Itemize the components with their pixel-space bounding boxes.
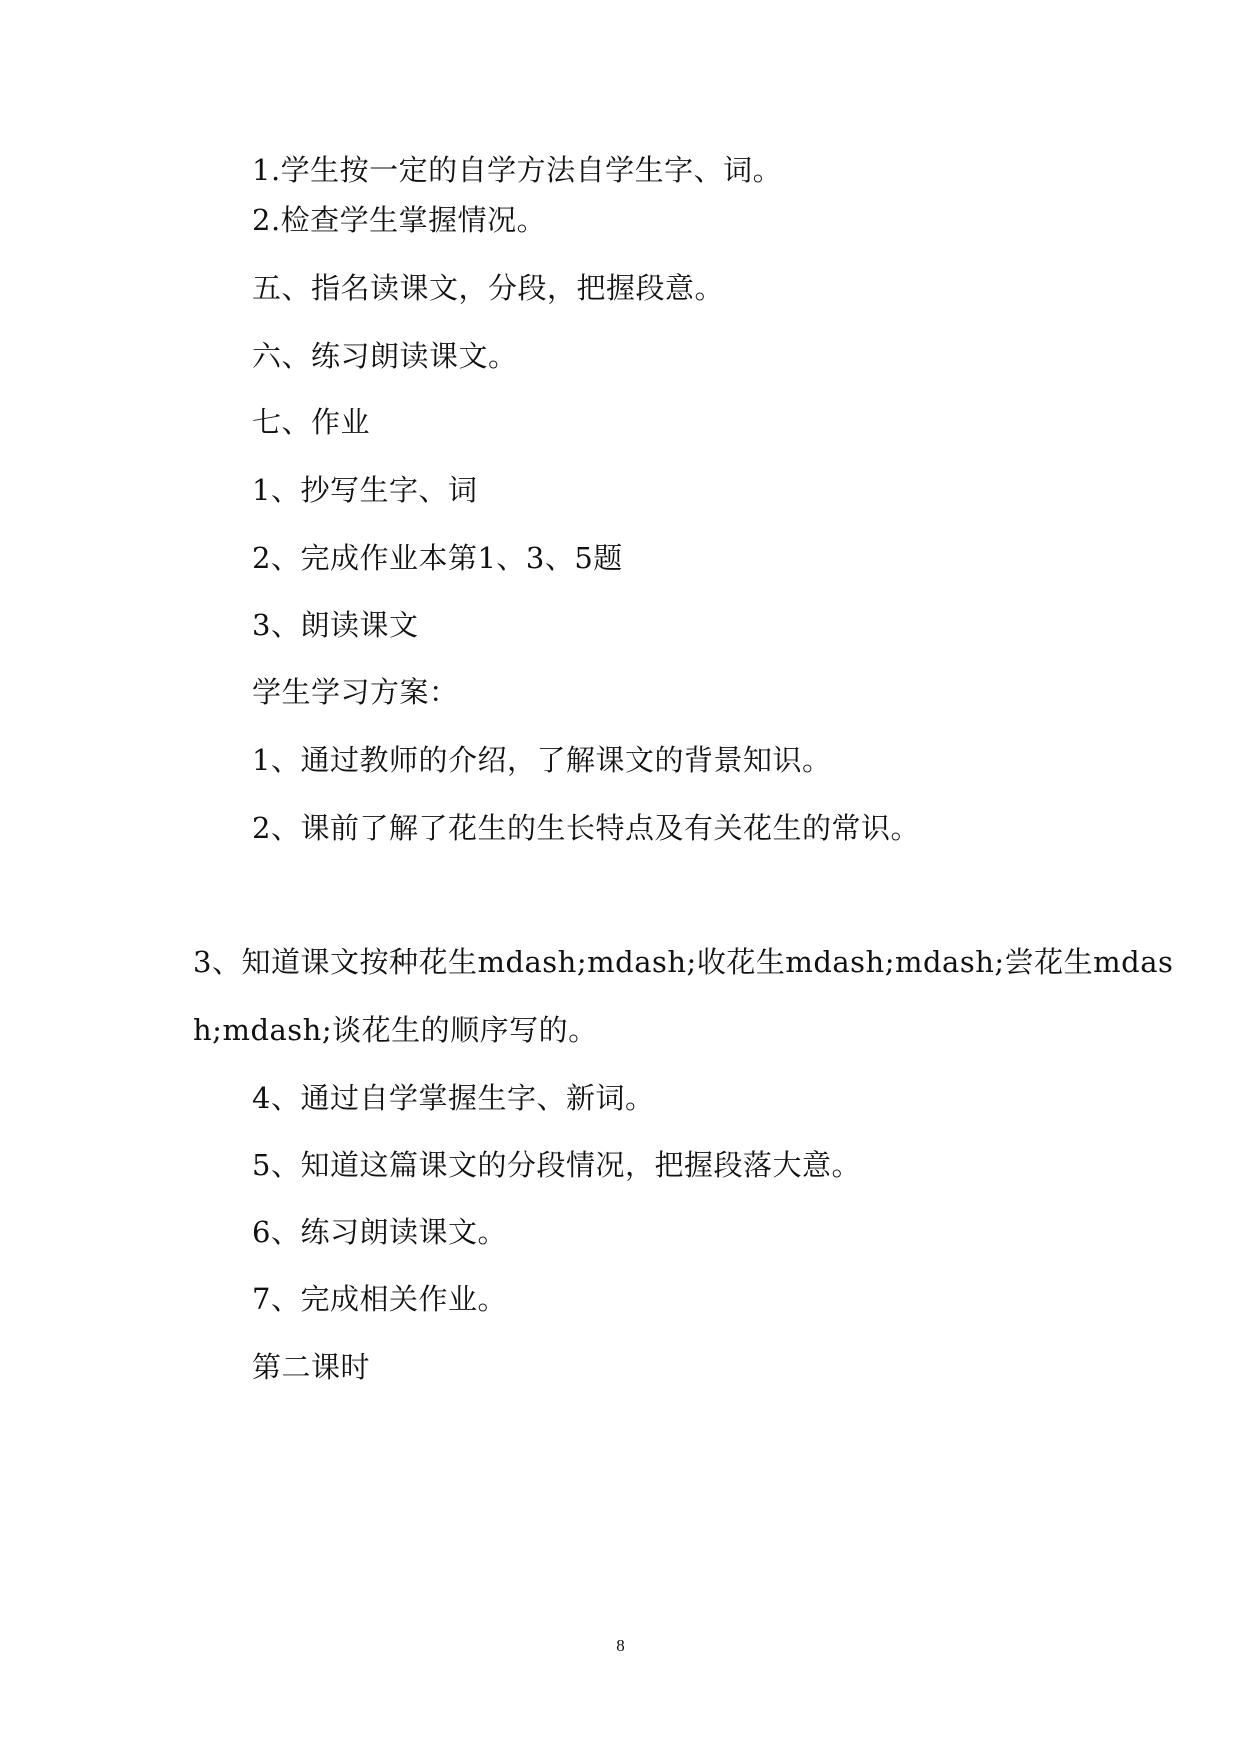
- plan-item-2: 2、课前了解了花生的生长特点及有关花生的常识。: [252, 811, 920, 845]
- heading-student-plan: 学生学习方案：: [252, 675, 459, 709]
- page-number: 8: [616, 1636, 625, 1655]
- heading-section-seven: 七、作业: [252, 405, 371, 439]
- paragraph-check-mastery: 2.检查学生掌握情况。: [252, 203, 547, 237]
- homework-item-2: 2、完成作业本第1、3、5题: [252, 541, 623, 575]
- heading-section-six: 六、练习朗读课文。: [252, 339, 518, 373]
- heading-section-five: 五、指名读课文，分段，把握段意。: [252, 271, 725, 305]
- homework-item-1: 1、抄写生字、词: [252, 473, 478, 507]
- paragraph-self-study-words: 1.学生按一定的自学方法自学生字、词。: [252, 153, 783, 187]
- plan-item-7: 7、完成相关作业。: [252, 1282, 507, 1316]
- plan-item-4: 4、通过自学掌握生字、新词。: [252, 1081, 655, 1115]
- plan-item-5: 5、知道这篇课文的分段情况，把握段落大意。: [252, 1148, 861, 1182]
- plan-item-6: 6、练习朗读课文。: [252, 1215, 507, 1249]
- plan-item-3-line-2: h;mdash;谈花生的顺序写的。: [193, 1013, 598, 1047]
- plan-item-1: 1、通过教师的介绍，了解课文的背景知识。: [252, 743, 832, 777]
- heading-second-lesson: 第二课时: [252, 1350, 371, 1384]
- homework-item-3: 3、朗读课文: [252, 608, 419, 642]
- plan-item-3-line-1: 3、知道课文按种花生mdash;mdash;收花生mdash;mdash;尝花生mdas: [193, 945, 1174, 979]
